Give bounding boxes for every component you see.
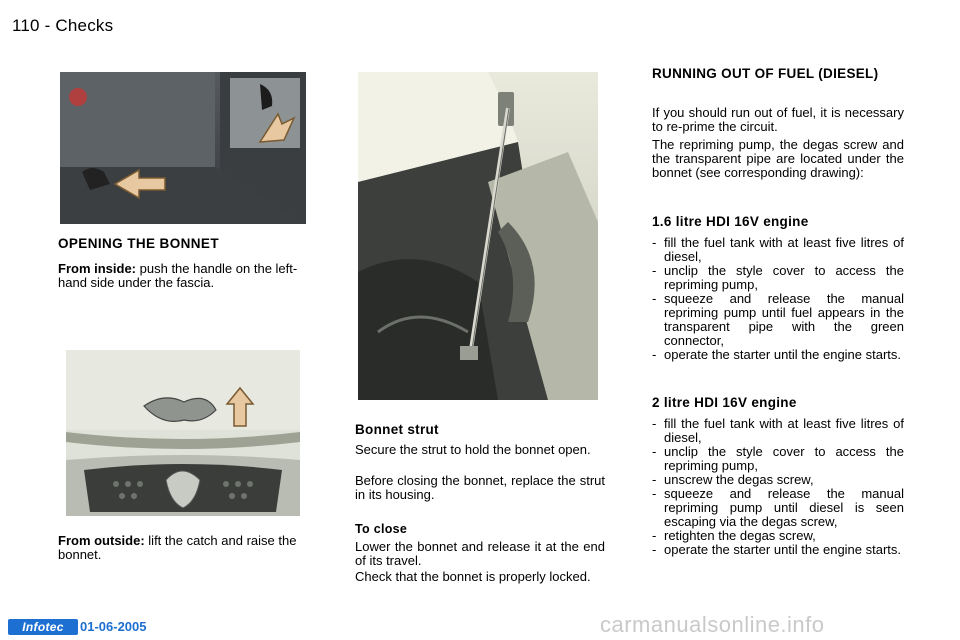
list-item: - retighten the degas screw, [652,528,816,543]
list-item: - unscrew the degas screw, [652,472,814,487]
opening-bonnet-heading: OPENING THE BONNET [58,236,219,251]
close-paragraph-1: Lower the bonnet and release it at the end of its travel. [355,539,605,568]
from-inside-text: push the handle on the left-hand side under the fascia. [58,261,298,290]
from-inside-lead: From inside: [58,261,137,276]
list-item: - unclip the style cover to access the repriming pump, [652,263,904,292]
photo-bonnet-release-handle [60,72,306,224]
watermark: carmanualsonline.info [600,612,825,637]
catch-illustration [66,350,300,516]
from-outside-lead: From outside: [58,533,145,548]
to-close-heading: To close [355,522,408,536]
list-item: - operate the starter until the engine starts. [652,542,902,557]
from-outside-paragraph [58,534,312,562]
engine-16-steps [652,236,904,362]
engine-2-heading: 2 litre HDI 16V engine [652,395,797,410]
handle-illustration [60,72,306,224]
strut-paragraph-2: Before closing the bonnet, replace the strut in its housing. [355,473,605,502]
fuel-paragraph-2: The repriming pump, the degas screw and the transparent pipe are located under the bonnet (see corresponding drawing): [652,137,904,180]
running-out-of-fuel-heading: RUNNING OUT OF FUEL (DIESEL) [652,66,879,81]
list-item: - squeeze and release the manual repriming pump until fuel appears in the transparent pipe with the green connector, [652,291,904,348]
engine-2-steps [652,417,904,557]
list-item: - fill the fuel tank with at least five litres of diesel, [652,416,904,445]
engine-16-heading: 1.6 litre HDI 16V engine [652,214,809,229]
photo-bonnet-catch [66,350,300,516]
list-item: - fill the fuel tank with at least five litres of diesel, [652,235,904,264]
infotec-logo: Infotec [8,619,78,635]
list-item: - operate the starter until the engine starts. [652,347,902,362]
from-outside-text: lift the catch and raise the bonnet. [58,533,297,562]
photo-bonnet-strut [358,72,598,400]
list-item: - squeeze and release the manual repriming pump until diesel is seen escaping via the degas screw, [652,486,904,529]
publication-date: 01-06-2005 [80,619,147,634]
from-inside-paragraph [58,262,312,290]
strut-paragraph-1: Secure the strut to hold the bonnet open. [355,442,591,457]
page-title: 110 - Checks [12,16,114,35]
list-item: - unclip the style cover to access the repriming pump, [652,444,904,473]
bonnet-strut-heading: Bonnet strut [355,422,439,437]
close-paragraph-2: Check that the bonnet is properly locked. [355,569,591,584]
fuel-paragraph-1: If you should run out of fuel, it is necessary to re-prime the circuit. [652,105,904,134]
strut-illustration [358,72,598,400]
